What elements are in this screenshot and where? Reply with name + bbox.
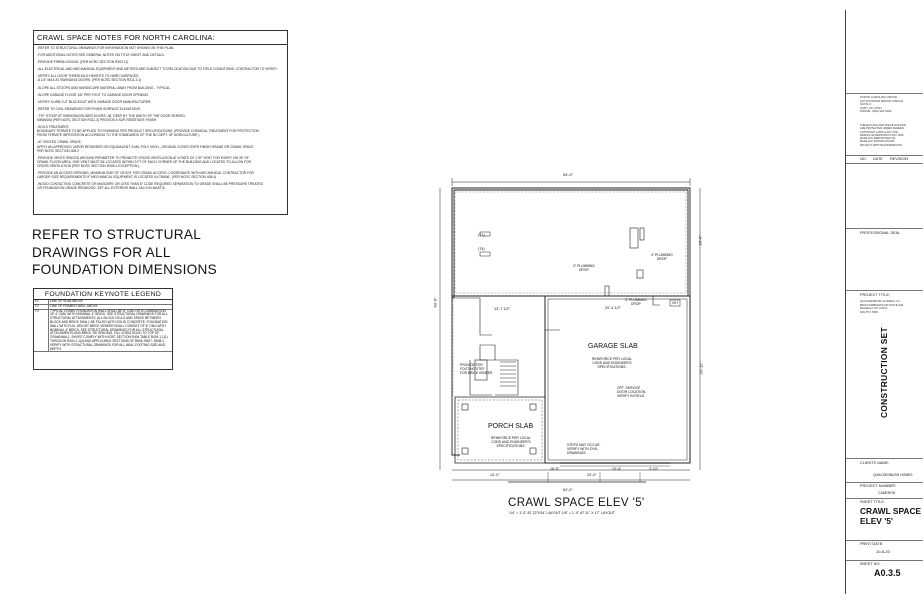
garage-note-line: SPECIFICATIONS. — [597, 365, 627, 369]
door-note-line: DOOR LOCATION, — [617, 390, 647, 394]
tag-vih: VIH — [672, 301, 678, 305]
footing-step-note — [460, 364, 492, 376]
door-note-line: OPT. SERVICE — [617, 386, 641, 390]
office-address — [860, 96, 903, 114]
refer-line: REFER TO STRUCTURAL — [32, 227, 202, 242]
note-line: -TYP. STOOP AT SWINGING/SLIDER DOORS: 36" DEEP BY THE WIDTH OF THE DOOR SERVED. — [37, 113, 186, 118]
keynote-key: F2 — [34, 304, 49, 309]
dim-right-bottom: 20'-11" — [698, 362, 704, 375]
note-line: -8 1/4" MAX AT SWINGING DOORS. (PER NCRC SECTION R311.3.1) — [37, 78, 142, 83]
plan-scale: 1/4" = 1'-0" AT 22"X34" LAYOUT 1/8" = 1'-0" AT 11" X 17" LAYOUT — [509, 511, 615, 515]
note-line: -PROVIDE FIREBLOCKING. (PER NCRC SECTION R302.11) — [37, 60, 129, 65]
footing-note-line: FOR BRICK VENEER — [460, 370, 493, 375]
garage-note-line: REINFORCE PER LOCAL — [592, 357, 632, 361]
note-line: MINIMUM (PER NCRC SECTION R311.3) PROVIDE A SUP-RESISTANT FINISH. — [37, 118, 158, 123]
dim-mid-left: 13'-7 1/2" — [494, 307, 511, 311]
door-note-line: VERIFY IN FIELD. — [617, 394, 646, 398]
service-door-note — [617, 386, 646, 398]
note-line: -VERIFY ALL DOOR THRESHOLD HEIGHTS TO HARD SURFACES. — [37, 74, 140, 79]
plumbing-note-line: DROP — [578, 268, 589, 272]
copyright-line: MAKE ANY MODIFICATIONS — [860, 140, 895, 144]
project-number-value: CAMERON — [878, 491, 896, 495]
keynote-text: LINE OF FRAMED WALL ABOVE — [49, 304, 173, 309]
garage-slab-note — [592, 357, 632, 369]
note-line: PER NCRC SECTION 408.2 — [37, 148, 79, 153]
note-line: -VERIFY CURB CUT BLOCKOUT WITH GARAGE DOOR MANUFACTURER. — [37, 99, 152, 104]
copyright-line: THESE PLANS AND SPECIFICATIONS — [860, 124, 907, 127]
keynote-title: FOUNDATION KEYNOTE LEGEND — [34, 289, 172, 300]
construction-set-label: CONSTRUCTION SET — [879, 327, 889, 418]
plan-title: CRAWL SPACE ELEV '5' — [508, 497, 645, 509]
office-line: CARY, NC 27511 — [860, 105, 883, 110]
steps-note — [567, 443, 600, 455]
keynote-text: TYPICAL CRAWL FOUNDATION WALL SHALL BE 8" CMU OR A COMBINATION OF 4" CMU WITH NOMINAL 4" BRICK. SEE STRUCTURAL DRAWINGS FOR ALL STRUCTURAL ATTACHMENTS. ALL BLOCK CELLS AND SPACE BETWEEN BLOCK AND BRICK SHALL BE FILLED WITH SOLID CONCRETE. FOUNDATION WALL WITH FULL HEIGHT BRICK VENEER SHALL CONSIST OF 8" CMU WITH NOMINAL 4" BRICK. SEE STRUCTURAL DRAWINGS FOR ALL STRUCTURAL ATTACHMENTS AND BRICK TIE SPACING. FILL VOIDS SOLID TO TOP OF CRAWLWALL. SHORT COMPLY WITH NCRC SECTION R404 TABLE R404.1.1(1) THROUGH R404.1.1(4) AND APPLICABLE SECTIONS OF R606, R607, R608.1. VERIFY WITH STRUCTURAL DRAWINGS FOR ALL WALL FOOTING SIZE AND DEPTH. — [49, 309, 173, 352]
copyright-notice — [860, 124, 906, 147]
copyright-line: COPYRIGHT LAWS & ANY USE, — [860, 130, 899, 134]
note-line: -WOOD CONTACTING CONCRETE OR MASONRY OR LESS THAN 8" CODE REQUIRED SEPARATION TO GRADE SHALL BE PRESSURE TREATED — [37, 182, 263, 187]
sheet-number: A0.3.5 — [874, 568, 901, 578]
garage-note-line: CODE AND ENGINEER'S — [592, 361, 632, 365]
rev-revision-header: REVISION — [890, 157, 909, 161]
title-block — [845, 10, 923, 594]
notes-title: CRAWL SPACE NOTES FOR NORTH CAROLINA: — [34, 31, 287, 45]
note-line: -PROVIDE VENTS SPACED AROUND PERIMETER TO PROMOTE CROSS VENTILATION AT A RATE OF 1 SF VENT FOR EVERY 150 SF OF — [37, 155, 249, 160]
note-line: -SLOPE GARAGE FLOOR 1/8" PER FOOT TO GARAGE DOOR OPENING. — [37, 92, 150, 97]
porch-note-line: REINFORCE PER LOCAL — [491, 436, 531, 440]
note-line: -ALL ELECTRICAL AND MECHANICAL EQUIPMENT AND METERS ARE SUBJECT TO RELOCATION DUE TO FIELD CONDITIONS. CONTRACTOR TO VERIFY. — [37, 67, 278, 72]
steps-note-line: VERIFY WITH CIVIL — [567, 447, 599, 451]
keynote-key: F1 — [34, 300, 49, 304]
dim-right-top: 18'-0" — [697, 235, 703, 246]
office-line: NORTH CAROLINA OFFICE — [860, 95, 898, 99]
project-line: 919-757-7965 — [860, 309, 879, 314]
note-line: -REFER TO STRUCTURAL DRAWINGS FOR INFORMATION NOT SHOWN ON THIS PLAN. — [37, 46, 175, 50]
note-line: CROSS VENTILATION (PER NCRC SECTION R408.1 EXCEPTION.) — [37, 163, 140, 168]
refer-line: FOUNDATION DIMENSIONS — [32, 262, 218, 277]
plumbing-note-3 — [625, 298, 647, 306]
office-line: SUITE C — [860, 102, 872, 107]
project-info — [860, 300, 903, 314]
note-line: -FOR ADDITIONAL NOTES SEE GENERAL NOTES ON TITLE SHEET AND DETAILS. — [37, 53, 165, 58]
note-line: LARGER SIZE REQUIREMENTS IF MECHANICAL EQUIPMENT IS LOCATED IN CRAWL. (PER NCRC SECTION 408.4) — [37, 175, 217, 180]
dim-bottom-b: 16'-0" — [550, 467, 560, 471]
steps-note-line: STEPS MAY OCCUR, — [567, 443, 601, 447]
project-title-label: PROJECT TITLE: — [860, 293, 891, 297]
sheet-no-label: SHEET NO: — [860, 562, 881, 566]
note-line: OR FOUNDATION GRADE REDWOOD. SET ALL EXTERIOR WALL SILLS IN MASTIC. — [37, 186, 167, 191]
dim-bottom-left: 14'-0" — [490, 473, 500, 477]
copyright-line: DESIGN OR REPRODUCTION, NOR — [860, 133, 904, 137]
client-name: QUACKENBUSH HOMES — [873, 473, 913, 477]
copyright-line: MAKE ANY DERIVATIVES OR — [860, 137, 896, 141]
sheet-title-line: ELEV '5' — [860, 515, 893, 526]
print-date-label: PRINT DATE: — [860, 542, 884, 546]
plumbing-note-line: DROP — [630, 302, 641, 306]
project-number-label: PROJECT NUMBER: — [860, 484, 897, 488]
dim-left: 40'-0" — [432, 297, 438, 308]
plumbing-note-line: 3" PLUMBING — [625, 298, 647, 302]
footing-note-line: PROVIDE FOR — [460, 363, 483, 367]
dim-garage-width: 20'-4 1/2" — [605, 306, 622, 310]
note-line: -AT VENTED CRAWL SPACE: — [37, 140, 82, 145]
plumbing-note-2 — [651, 253, 673, 261]
project-line: 8000 FAIRBANKS DR SUITE 304 — [860, 302, 904, 307]
dim-top: 54'-0" — [563, 172, 574, 177]
note-line: -REFER TO CIVIL DRAWINGS FOR FINISH SURFACE ELEVATIONS. — [37, 106, 141, 111]
porch-slab-note — [491, 436, 531, 448]
print-date: 10-8-20 — [876, 549, 890, 554]
note-line: FROM TERMITE INFESTATION ACCORDING TO THE STANDARDS OF THE NC DEPT. OF AGRICULTURE.) — [37, 133, 200, 138]
note-line: -SLOPE ALL STOOPS AND HARDSCAPE MATERIAL AWAY FROM BUILDING - TYPICAL. — [37, 85, 171, 90]
project-line: RALEIGH, NC 27613 — [860, 306, 888, 311]
plumbing-note-line: 4" PLUMBING — [651, 253, 673, 257]
copyright-line: WITHOUT WRITTEN PERMISSION. — [860, 143, 903, 147]
garage-slab-label: GARAGE SLAB — [588, 343, 638, 350]
office-line: 102 FOUNTAIN BROOK CIRCLE — [860, 98, 903, 103]
plumbing-note-1 — [573, 264, 595, 272]
refer-line: DRAWINGS FOR ALL — [32, 244, 171, 260]
porch-note-line: CODE AND ENGINEER'S — [491, 440, 531, 444]
porch-slab-label: PORCH SLAB — [488, 423, 534, 430]
dim-bottom-mid: 22'-0" — [587, 473, 597, 477]
footing-note-line: FOOTING STEP — [460, 366, 485, 371]
porch-note-line: SPECIFICATIONS. — [496, 444, 526, 448]
dim-bottom-c: 3'-10" — [649, 467, 659, 471]
sheet-title-label: SHEET TITLE: — [860, 500, 885, 504]
dim-bottom: 54'-0" — [563, 488, 573, 492]
note-line: -PROVIDE AN ACCESS OPENING, MINIMUM SIZE OF 18"X24" FOR CRAWL ACCESS. COORDINATE WITH MECHANICAL CONTRACTOR FOR — [37, 170, 254, 175]
rev-no-header: NO. — [860, 157, 867, 161]
project-line: QUACKENBUSH HOMES LLC — [860, 299, 900, 303]
sheet-title — [860, 507, 921, 526]
copyright-line: ARE PROTECTED UNDER FEDERAL — [860, 127, 905, 131]
tag-t4: (T4) — [478, 247, 485, 251]
tag-t1: (T1) — [478, 233, 485, 237]
note-line: APPLY AN APPROVED VAPOR RETARDER OR EQUIVALENT, 6 MIL POLY VINYL, GROUND COVER OVER FINISH GRADE OR CRAWL SPACE. — [37, 144, 255, 149]
plumbing-note-line: 3" PLUMBING — [573, 264, 595, 268]
clients-name-label: CLIENTS NAME: — [860, 461, 890, 465]
note-line: CRAWL FLOOR AREA. ONE VENT MUST BE LOCATED WITHIN 3 FT OF EACH CORNER OF THE BUILDING AND LOCATED TO ALLOW FOR — [37, 159, 251, 164]
note-line: -SOILS TREATMENT: — [37, 125, 70, 130]
professional-seal-label: PROFESSIONAL SEAL — [860, 231, 901, 235]
steps-note-line: DRAWINGS. — [567, 451, 587, 455]
sheet-title-line: CRAWL SPACE — [860, 506, 922, 516]
dim-bottom-a: 10'-4" — [612, 467, 622, 471]
keynote-key: F3 — [34, 309, 49, 352]
office-line: PHONE: (919) 322-5022 — [860, 109, 892, 114]
rev-date-header: DATE — [873, 157, 883, 161]
note-line: BOUNDARY TERMITE TO BE APPLIED TO FINISHING PER PRODUCT SPECIFICATIONS. (PROVIDE CHEMICAL TREATMENT FOR PROTECTION — [37, 129, 259, 134]
plumbing-note-line: DROP — [656, 257, 667, 261]
keynote-text: LINE OF SLAB ABOVE — [49, 300, 173, 304]
